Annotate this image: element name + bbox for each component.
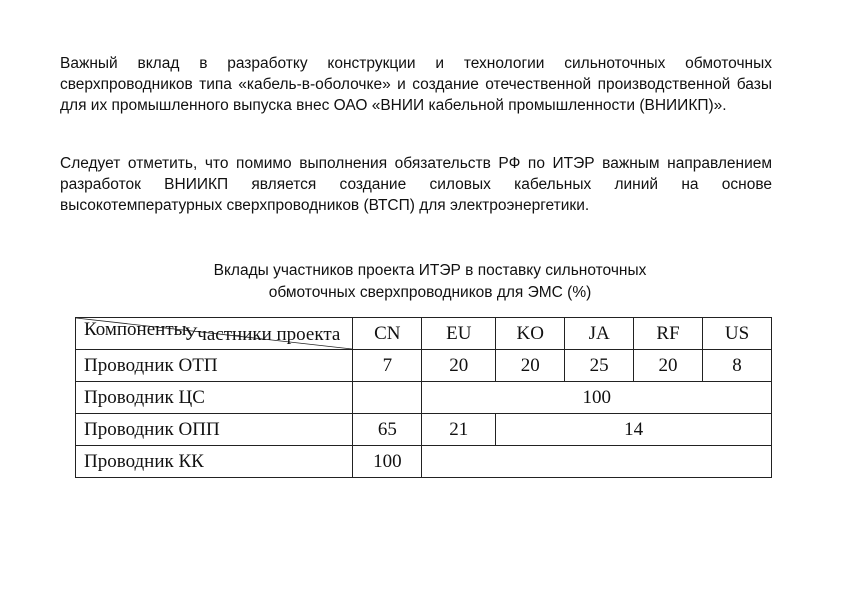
table-caption bbox=[100, 260, 760, 304]
table-row bbox=[76, 446, 772, 478]
table-header-row bbox=[76, 318, 772, 350]
table-cell: 25 bbox=[565, 350, 634, 382]
table-cell: 20 bbox=[496, 350, 565, 382]
row-label: Проводник ОТП bbox=[76, 350, 353, 382]
table-row bbox=[76, 382, 772, 414]
column-header: EU bbox=[422, 318, 496, 350]
table-cell-empty bbox=[422, 446, 772, 478]
table-cell-merged: 14 bbox=[496, 414, 772, 446]
table-cell: 20 bbox=[634, 350, 703, 382]
header-components: Компоненты bbox=[84, 319, 187, 340]
table-cell: 100 bbox=[353, 446, 422, 478]
table-cell-merged: 100 bbox=[422, 382, 772, 414]
row-label: Проводник ОПП bbox=[76, 414, 353, 446]
column-header: JA bbox=[565, 318, 634, 350]
caption-line-2: обмоточных сверхпроводников для ЭМС (%) bbox=[268, 284, 592, 301]
paragraph-1: Важный вклад в разработку конструкции и технологии сильноточных обмоточных сверхпроводников типа «кабель-в-оболочке» и создание отечественной производственной базы для их промышленного выпуска внес ОАО «ВНИИ кабельной промышленности (ВНИИКП)». bbox=[60, 55, 772, 114]
table-cell: 20 bbox=[422, 350, 496, 382]
row-label: Проводник ЦС bbox=[76, 382, 353, 414]
column-header: RF bbox=[634, 318, 703, 350]
table-row bbox=[76, 414, 772, 446]
table-cell: 65 bbox=[353, 414, 422, 446]
table-row bbox=[76, 350, 772, 382]
table-cell: 21 bbox=[422, 414, 496, 446]
caption-line-1: Вклады участников проекта ИТЭР в поставку сильноточных bbox=[213, 262, 647, 279]
column-header: KO bbox=[496, 318, 565, 350]
contributions-table bbox=[75, 317, 772, 478]
column-header: CN bbox=[353, 318, 422, 350]
table-cell bbox=[353, 382, 422, 414]
paragraph-2: Следует отметить, что помимо выполнения обязательств РФ по ИТЭР важным направлением разработок ВНИИКП является создание силовых кабельных линий на основе высокотемпературных сверхпроводников (ВТСП) для электроэнергетики. bbox=[60, 155, 772, 214]
table-cell: 7 bbox=[353, 350, 422, 382]
diagonal-header-cell bbox=[76, 318, 353, 350]
row-label: Проводник КК bbox=[76, 446, 353, 478]
table-cell: 8 bbox=[702, 350, 771, 382]
column-header: US bbox=[702, 318, 771, 350]
header-participants: Участники проекта bbox=[183, 324, 341, 345]
